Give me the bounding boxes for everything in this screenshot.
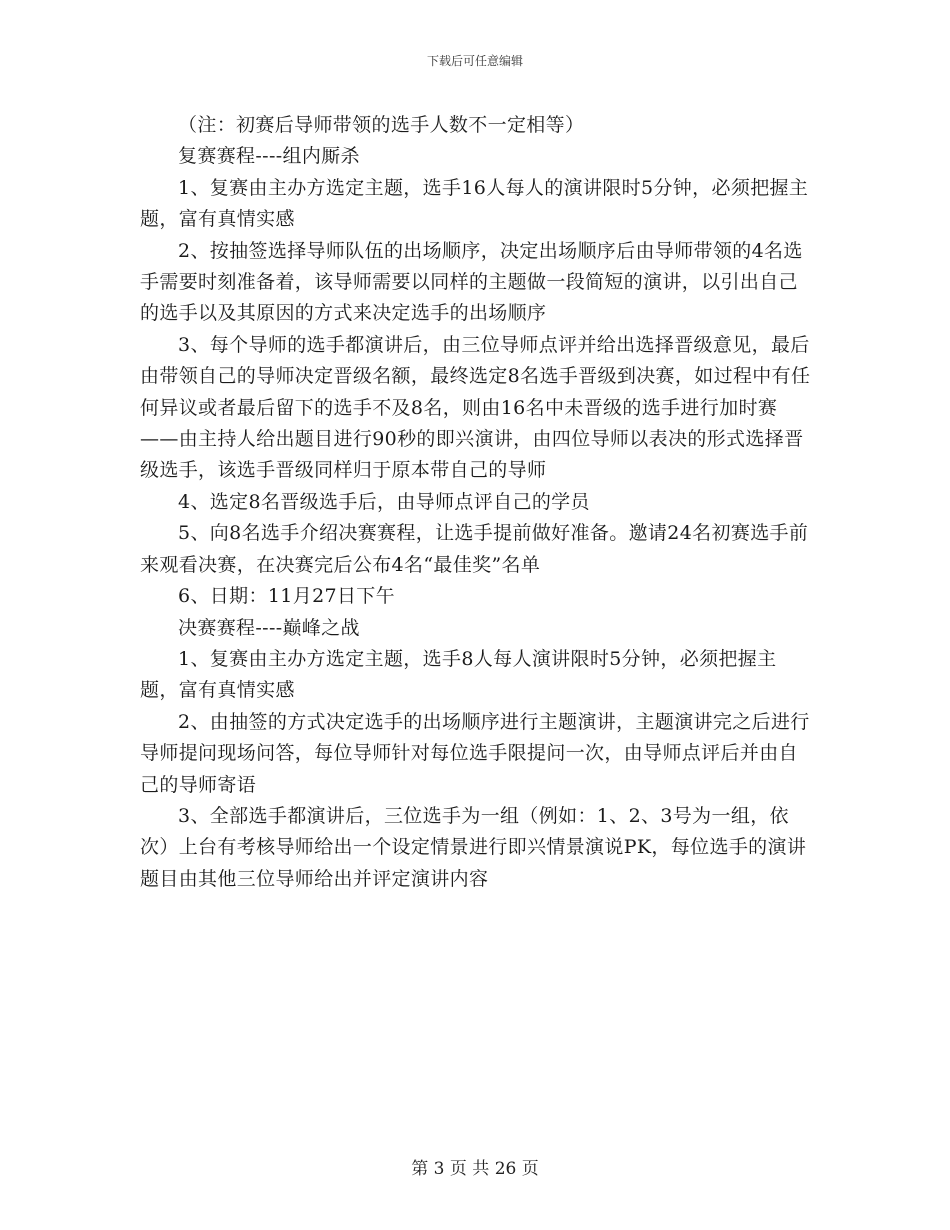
semifinal-item-2: 2、按抽签选择导师队伍的出场顺序，决定出场顺序后由导师带领的4名选手需要时刻准备着，该导师需要以同样的主题做一段简短的演讲，以引出自己的选手以及其原因的方式来决定选手的出场顺序	[140, 239, 803, 325]
final-item-1: 1、复赛由主办方选定主题，选手8人每人演讲限时5分钟，必须把握主题，富有真情实感	[140, 647, 777, 702]
final-item-2: 2、由抽签的方式决定选手的出场顺序进行主题演讲，主题演讲完之后进行导师提问现场问答，每位导师针对每位选手限提问一次，由导师点评后并由自己的导师寄语	[140, 710, 810, 796]
semifinal-item-3: 3、每个导师的选手都演讲后，由三位导师点评并给出选择晋级意见，最后由带领自己的导师决定晋级名额，最终选定8名选手晋级到决赛，如过程中有任何异议或者最后留下的选手不及8名，则由16名中未晋级的选手进行加时赛——由主持人给出题目进行90秒的即兴演讲，由四位导师以表决的形式选择晋级选手，该选手晋级同样归于原本带自己的导师	[140, 333, 811, 482]
final-item-3: 3、全部选手都演讲后，三位选手为一组（例如：1、2、3号为一组，依次）上台有考核导师给出一个设定情景进行即兴情景演说PK，每位选手的演讲题目由其他三位导师给出并评定演讲内容	[140, 804, 807, 890]
document-body	[140, 110, 812, 895]
semifinal-item-5: 5、向8名选手介绍决赛赛程，让选手提前做好准备。邀请24名初赛选手前来观看决赛，在决赛完后公布4名“最佳奖”名单	[140, 522, 809, 576]
semifinal-item-6: 6、日期：11月27日下午	[178, 585, 395, 608]
page-number-footer: 第 3 页 共 26 页	[411, 1159, 539, 1179]
semifinal-item-1: 1、复赛由主办方选定主题，选手16人每人的演讲限时5分钟，必须把握主题，富有真情实感	[140, 176, 809, 231]
note-paragraph: （注：初赛后导师带领的选手人数不一定相等）	[178, 114, 585, 136]
section-heading-final: 决赛赛程----巅峰之战	[178, 616, 360, 639]
page-header-note: 下载后可任意编辑	[426, 54, 523, 68]
semifinal-item-4: 4、选定8名晋级选手后，由导师点评自己的学员	[178, 490, 590, 513]
section-heading-semifinal: 复赛赛程----组内厮杀	[178, 145, 360, 168]
